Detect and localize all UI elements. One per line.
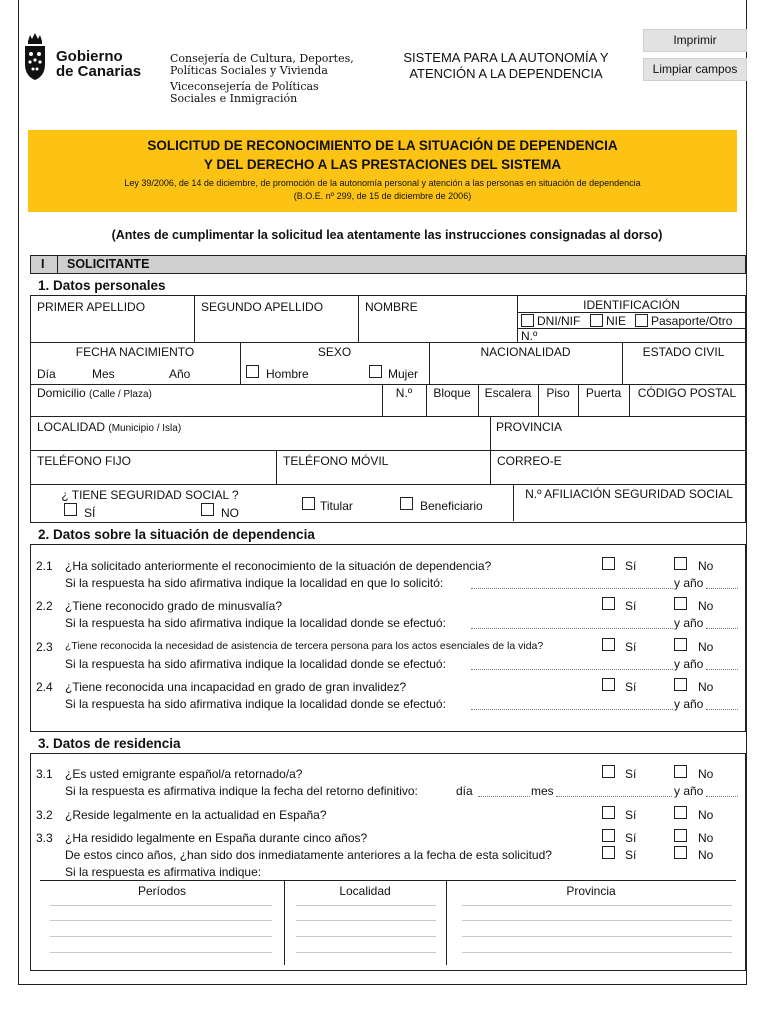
question-3-3b-no-checkbox[interactable]: [674, 846, 687, 859]
question-3-2-yes-checkbox[interactable]: [602, 806, 615, 819]
nie-label: NIE: [606, 314, 627, 328]
holder-label: Titular: [320, 499, 353, 513]
second-surname-label: SEGUNDO APELLIDO: [201, 300, 324, 314]
day-label: Día: [37, 367, 56, 381]
locality-input[interactable]: [36, 434, 486, 448]
month-label: Mes: [92, 367, 115, 381]
coat-of-arms-icon: [22, 32, 48, 84]
section-number: I: [41, 257, 45, 271]
civil-status-input[interactable]: [626, 362, 741, 380]
return-day-label: día: [456, 784, 473, 798]
question-2-1-no-label: No: [698, 559, 714, 573]
first-surname-label: PRIMER APELLIDO: [37, 300, 146, 314]
question-3-2-no-label: No: [698, 808, 714, 822]
province-input[interactable]: [496, 434, 741, 448]
personal-data-heading: 1. Datos personales: [38, 278, 166, 293]
question-3-2-text: ¿Reside legalmente en la actualidad en España?: [65, 808, 327, 822]
id-number-input[interactable]: [545, 329, 741, 341]
question-3-3-number: 3.3: [36, 831, 53, 845]
female-checkbox[interactable]: [369, 365, 382, 378]
social-security-yes-label: SÍ: [84, 506, 96, 520]
residence-province-input[interactable]: [452, 898, 736, 960]
question-2-3-locality-input[interactable]: [471, 657, 673, 670]
id-number-label: N.º: [521, 329, 538, 343]
question-2-1-year-label: y año: [674, 576, 704, 590]
question-2-1-sub: Si la respuesta ha sido afirmativa indique la localidad en que lo solicitó:: [65, 576, 444, 590]
periods-header: Períodos: [137, 884, 187, 898]
question-3-1-sub: Si la respuesta es afirmativa indique la fecha del retorno definitivo:: [65, 784, 418, 798]
name-label: NOMBRE: [365, 300, 418, 314]
block-label: Bloque: [433, 386, 471, 400]
department-name: Consejería de Cultura, Deportes, Políticas Sociales y Vivienda Viceconsejería de Políticas Sociales e Inmigración: [170, 52, 354, 105]
postal-code-input[interactable]: [633, 400, 741, 414]
address-input[interactable]: [36, 400, 378, 414]
question-3-1-no-label: No: [698, 767, 714, 781]
phone-label: TELÉFONO FIJO: [37, 454, 132, 468]
question-3-3-yes-checkbox[interactable]: [602, 829, 615, 842]
question-2-4-text: ¿Tiene reconocida una incapacidad en grado de gran invalidez?: [65, 680, 407, 694]
question-2-4-locality-input[interactable]: [471, 697, 673, 710]
question-2-4-sub: Si la respuesta ha sido afirmativa indique la localidad donde se efectuó:: [65, 697, 446, 711]
sex-label: SEXO: [317, 345, 352, 359]
province-label: PROVINCIA: [496, 420, 563, 434]
question-2-3-text: ¿Tiene reconocida la necesidad de asistencia de tercera persona para los actos esenciales de la vida?: [65, 640, 544, 652]
question-2-2-sub: Si la respuesta ha sido afirmativa indique la localidad donde se efectuó:: [65, 616, 446, 630]
nie-checkbox[interactable]: [590, 314, 603, 327]
question-2-1-number: 2.1: [36, 559, 53, 573]
address-label: Domicilio (Calle / Plaza): [37, 386, 152, 400]
question-3-3b-no-label: No: [698, 848, 714, 862]
first-surname-input[interactable]: [36, 316, 190, 338]
question-2-2-text: ¿Tiene reconocido grado de minusvalía?: [65, 599, 283, 613]
question-3-2-number: 3.2: [36, 808, 53, 822]
question-3-3b-yes-checkbox[interactable]: [602, 846, 615, 859]
question-3-1-number: 3.1: [36, 767, 53, 781]
return-year-label: y año: [674, 784, 704, 798]
affiliation-input[interactable]: [518, 502, 741, 518]
question-2-4-yes-checkbox[interactable]: [602, 678, 615, 691]
question-2-2-number: 2.2: [36, 599, 53, 613]
question-2-3-no-label: No: [698, 640, 714, 654]
question-2-4-yes-label: Sí: [625, 680, 637, 694]
locality-label: LOCALIDAD (Municipio / Isla): [37, 420, 182, 434]
beneficiary-label: Beneficiario: [420, 499, 483, 513]
mobile-input[interactable]: [282, 468, 486, 482]
question-2-4-no-label: No: [698, 680, 714, 694]
phone-input[interactable]: [36, 468, 272, 482]
dni-checkbox[interactable]: [521, 314, 534, 327]
male-checkbox[interactable]: [246, 365, 259, 378]
email-label: CORREO-E: [497, 454, 562, 468]
question-3-3-no-label: No: [698, 831, 714, 845]
passport-checkbox[interactable]: [635, 314, 648, 327]
civil-status-label: ESTADO CIVIL: [642, 345, 725, 359]
question-2-3-number: 2.3: [36, 640, 53, 654]
residence-heading: 3. Datos de residencia: [38, 736, 181, 751]
question-2-2-no-checkbox[interactable]: [674, 597, 687, 610]
question-3-3-sub: De estos cinco años, ¿han sido dos inmediatamente anteriores a la fecha de esta solicitud?: [65, 848, 552, 862]
section-header: [30, 255, 746, 274]
print-button[interactable]: Imprimir: [643, 29, 747, 52]
question-3-3b-yes-label: Sí: [625, 848, 637, 862]
question-2-4-number: 2.4: [36, 680, 53, 694]
question-2-3-no-checkbox[interactable]: [674, 638, 687, 651]
stairs-label: Escalera: [484, 386, 532, 400]
question-2-4-year-label: y año: [674, 697, 704, 711]
question-2-2-no-label: No: [698, 599, 714, 613]
question-3-3-yes-label: Sí: [625, 831, 637, 845]
question-2-1-yes-checkbox[interactable]: [602, 557, 615, 570]
floor-label: Piso: [546, 386, 570, 400]
question-3-2-no-checkbox[interactable]: [674, 806, 687, 819]
form-title-line2: Y DEL DERECHO A LAS PRESTACIONES DEL SISTEMA: [203, 157, 562, 172]
question-3-3-text: ¿Ha residido legalmente en España durante cinco años?: [65, 831, 368, 845]
second-surname-input[interactable]: [200, 316, 354, 338]
question-3-3-sub2: Si la respuesta es afirmativa indique:: [65, 865, 262, 879]
boe-reference: (B.O.E. nº 299, de 15 de diciembre de 2006): [293, 191, 472, 201]
identification-label: IDENTIFICACIÓN: [583, 298, 680, 312]
nationality-input[interactable]: [433, 362, 618, 380]
passport-label: Pasaporte/Otro: [651, 314, 733, 328]
affiliation-label: N.º AFILIACIÓN SEGURIDAD SOCIAL: [525, 487, 733, 501]
title-banner: [28, 130, 737, 212]
question-3-3-no-checkbox[interactable]: [674, 829, 687, 842]
locality-header: Localidad: [339, 884, 391, 898]
beneficiary-checkbox[interactable]: [400, 497, 413, 510]
question-2-3-sub: Si la respuesta ha sido afirmativa indique la localidad donde se efectuó:: [65, 657, 446, 671]
social-security-no-checkbox[interactable]: [201, 503, 214, 516]
residence-locality-input[interactable]: [290, 898, 442, 960]
name-input[interactable]: [364, 316, 514, 338]
question-2-3-yes-checkbox[interactable]: [602, 638, 615, 651]
question-2-2-yes-label: Sí: [625, 599, 637, 613]
social-security-question: ¿ TIENE SEGURIDAD SOCIAL ?: [61, 488, 239, 502]
door-label: Puerta: [585, 386, 622, 400]
question-2-2-locality-input[interactable]: [471, 616, 673, 629]
system-title: SISTEMA PARA LA AUTONOMÍA Y ATENCIÓN A LA DEPENDENCIA: [403, 50, 609, 81]
question-2-4-no-checkbox[interactable]: [674, 678, 687, 691]
dni-label: DNI/NIF: [537, 314, 581, 328]
law-reference: Ley 39/2006, de 14 de diciembre, de promoción de la autonomía personal y atención a las personas en situación de dependencia: [124, 178, 641, 188]
question-2-3-year-label: y año: [674, 657, 704, 671]
form-title-line1: SOLICITUD DE RECONOCIMIENTO DE LA SITUACIÓN DE DEPENDENCIA: [147, 138, 618, 153]
holder-checkbox[interactable]: [302, 497, 315, 510]
social-security-no-label: NO: [221, 506, 239, 520]
question-2-2-yes-checkbox[interactable]: [602, 597, 615, 610]
periods-input[interactable]: [46, 898, 280, 960]
male-label: Hombre: [266, 367, 309, 381]
return-month-input[interactable]: [556, 784, 672, 797]
question-3-1-yes-label: Sí: [625, 767, 637, 781]
nationality-label: NACIONALIDAD: [480, 345, 571, 359]
instructions-note: (Antes de cumplimentar la solicitud lea atentamente las instrucciones consignadas al dorso): [111, 228, 663, 242]
postal-code-label: CÓDIGO POSTAL: [637, 386, 737, 400]
mobile-label: TELÉFONO MÓVIL: [283, 454, 389, 468]
question-3-1-no-checkbox[interactable]: [674, 765, 687, 778]
dependency-heading: 2. Datos sobre la situación de dependencia: [38, 527, 315, 542]
return-day-input[interactable]: [478, 784, 530, 797]
birth-date-label: FECHA NACIMIENTO: [75, 345, 195, 359]
question-2-1-locality-input[interactable]: [471, 576, 673, 589]
question-2-2-year-label: y año: [674, 616, 704, 630]
question-2-1-yes-label: Sí: [625, 559, 637, 573]
social-security-yes-checkbox[interactable]: [64, 503, 77, 516]
female-label: Mujer: [388, 367, 419, 381]
email-input[interactable]: [496, 468, 741, 482]
question-2-3-yes-label: Sí: [625, 640, 637, 654]
year-label: Año: [169, 367, 191, 381]
section-title: SOLICITANTE: [67, 257, 150, 271]
question-3-1-text: ¿Es usted emigrante español/a retornado/a?: [65, 767, 303, 781]
clear-fields-button[interactable]: Limpiar campos: [643, 58, 747, 81]
question-2-1-no-checkbox[interactable]: [674, 557, 687, 570]
province-header: Provincia: [566, 884, 616, 898]
question-2-1-text: ¿Ha solicitado anteriormente el reconocimiento de la situación de dependencia?: [65, 559, 492, 573]
street-number-label: N.º: [395, 386, 413, 400]
logo-name: Gobierno de Canarias: [56, 48, 142, 80]
question-3-2-yes-label: Sí: [625, 808, 637, 822]
question-3-1-yes-checkbox[interactable]: [602, 765, 615, 778]
return-month-label: mes: [531, 784, 554, 798]
